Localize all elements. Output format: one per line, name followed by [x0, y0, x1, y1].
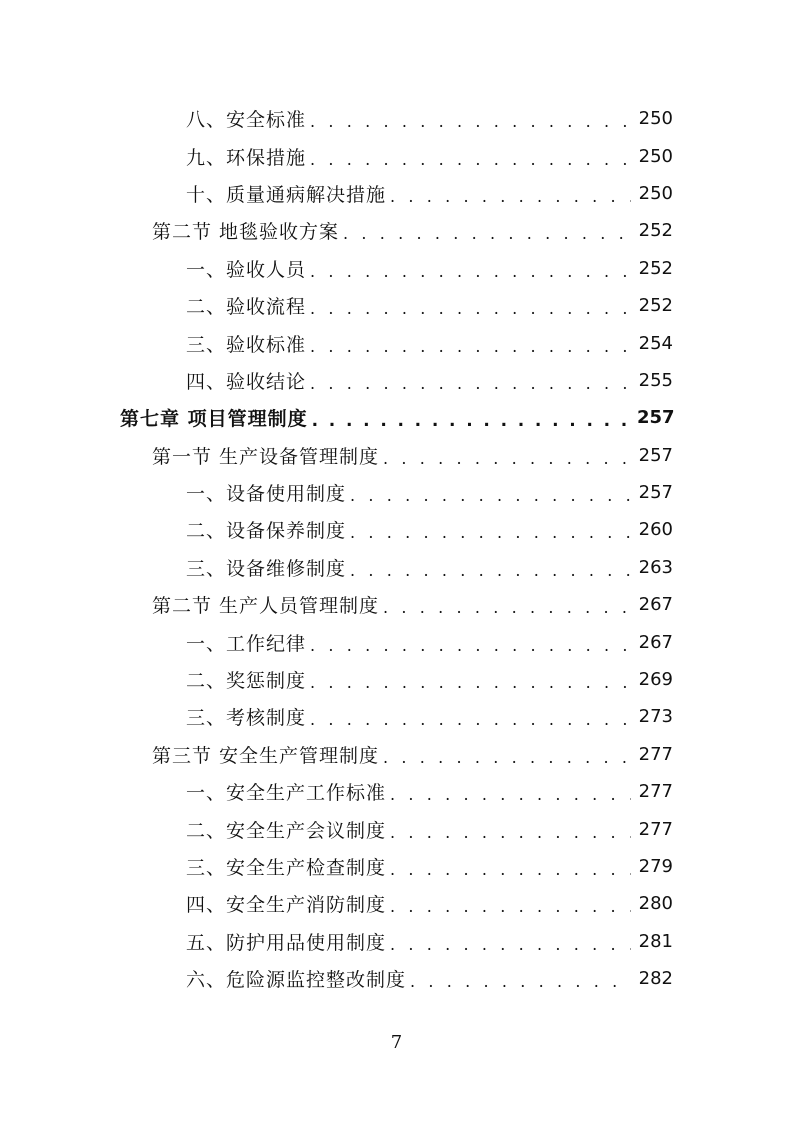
dot-leader [312, 411, 631, 431]
toc-entry-page-number: 277 [638, 781, 673, 803]
toc-entry-item[interactable] [0, 324, 793, 361]
toc-entry-section[interactable] [0, 212, 793, 249]
toc-entry-item[interactable] [0, 137, 793, 174]
toc-entry-chapter[interactable] [0, 399, 793, 436]
toc-entry-item[interactable] [0, 549, 793, 586]
toc-entry-title: 十、质量通病解决措施 [186, 183, 387, 206]
toc-entry-item[interactable] [0, 511, 793, 548]
dot-leader [390, 785, 631, 804]
dot-leader [350, 523, 631, 542]
dot-leader [390, 860, 631, 879]
dot-leader [310, 636, 631, 655]
toc-entry-title: 九、环保措施 [186, 146, 307, 169]
toc-entry-title: 第三节 安全生产管理制度 [152, 744, 380, 767]
toc-entry-title: 第一节 生产设备管理制度 [152, 445, 380, 468]
toc-entry-title: 八、安全标准 [186, 109, 307, 132]
toc-entry-item[interactable] [0, 623, 793, 660]
toc-entry-item[interactable] [0, 175, 793, 212]
toc-entry-item[interactable] [0, 100, 793, 137]
toc-entry-page-number: 257 [638, 444, 673, 466]
toc-entry-item[interactable] [0, 661, 793, 698]
toc-entry-page-number: 252 [638, 257, 673, 279]
toc-entry-section[interactable] [0, 736, 793, 773]
toc-entry-title: 三、安全生产检查制度 [186, 857, 387, 879]
toc-entry-title: 一、工作纪律 [186, 632, 307, 655]
toc-entry-page-number: 267 [638, 631, 673, 653]
toc-entry-item[interactable] [0, 698, 793, 735]
toc-entry-page-number: 277 [638, 818, 673, 840]
dot-leader [343, 224, 631, 243]
toc-entry-title: 一、设备使用制度 [186, 483, 347, 506]
toc-entry-page-number: 267 [638, 594, 673, 616]
toc-entry-title: 二、验收流程 [186, 296, 307, 319]
toc-entry-title: 三、考核制度 [186, 707, 307, 730]
dot-leader [410, 972, 631, 991]
toc-entry-title: 第二节 地毯验收方案 [152, 221, 340, 244]
toc-entry-page-number: 250 [638, 182, 673, 204]
toc-entry-page-number: 282 [638, 968, 673, 990]
toc-entry-page-number: 273 [638, 706, 673, 728]
dot-leader [390, 935, 631, 954]
toc-entry-title: 一、验收人员 [186, 258, 307, 281]
toc-entry-section[interactable] [0, 586, 793, 623]
toc-entry-page-number: 250 [638, 145, 673, 167]
toc-entry-page-number: 257 [638, 482, 673, 504]
toc-entry-page-number: 269 [638, 669, 673, 691]
toc-entry-page-number: 250 [638, 108, 673, 130]
toc-entry-title: 第二节 生产人员管理制度 [152, 595, 380, 618]
toc-entry-item[interactable] [0, 287, 793, 324]
toc-entry-title: 六、危险源监控整改制度 [186, 969, 407, 992]
page-number: 7 [390, 1032, 403, 1053]
toc-entry-page-number: 252 [638, 295, 673, 317]
dot-leader [310, 262, 631, 281]
toc-entry-item[interactable] [0, 474, 793, 511]
dot-leader [390, 823, 631, 842]
toc-entry-item[interactable] [0, 810, 793, 847]
toc-entry-item[interactable] [0, 848, 793, 885]
dot-leader [310, 374, 631, 393]
toc-entry-page-number: 263 [638, 556, 673, 578]
toc-entry-page-number: 260 [638, 519, 673, 541]
dot-leader [383, 748, 631, 767]
toc-entry-item[interactable] [0, 362, 793, 399]
toc-entry-title: 五、防护用品使用制度 [186, 931, 387, 954]
dot-leader [390, 897, 631, 916]
dot-leader [383, 598, 631, 617]
toc-entry-title: 三、设备维修制度 [186, 557, 347, 580]
dot-leader [350, 486, 631, 505]
toc-entry-page-number: 280 [638, 893, 673, 915]
toc-entry-page-number: 252 [638, 220, 673, 242]
dot-leader [310, 337, 631, 356]
dot-leader [350, 561, 631, 580]
toc-entry-item[interactable] [0, 773, 793, 810]
table-of-contents [0, 100, 793, 997]
dot-leader [383, 449, 631, 468]
toc-entry-page-number: 254 [638, 332, 673, 354]
toc-entry-title: 四、安全生产消防制度 [186, 894, 387, 917]
dot-leader [310, 673, 631, 692]
toc-entry-item[interactable] [0, 885, 793, 922]
dot-leader [310, 710, 631, 729]
toc-entry-title: 二、安全生产会议制度 [186, 819, 387, 842]
dot-leader [310, 299, 631, 318]
toc-entry-title: 二、奖惩制度 [186, 670, 307, 693]
toc-entry-page-number: 281 [638, 930, 673, 952]
toc-entry-item[interactable] [0, 250, 793, 287]
dot-leader [310, 112, 631, 131]
toc-entry-title: 二、设备保养制度 [186, 520, 347, 543]
toc-entry-page-number: 277 [638, 743, 673, 765]
toc-entry-section[interactable] [0, 437, 793, 474]
toc-entry-page-number: 279 [638, 856, 673, 877]
toc-entry-title: 三、验收标准 [186, 333, 307, 356]
dot-leader [310, 150, 631, 169]
toc-entry-page-number: 255 [638, 369, 673, 391]
toc-entry-title: 一、安全生产工作标准 [186, 782, 387, 805]
toc-entry-title: 第七章 项目管理制度 [120, 408, 308, 431]
toc-entry-title: 四、验收结论 [186, 370, 307, 393]
dot-leader [390, 187, 631, 206]
toc-entry-item[interactable] [0, 960, 793, 997]
toc-entry-page-number: 257 [637, 407, 675, 429]
toc-entry-item[interactable] [0, 923, 793, 960]
